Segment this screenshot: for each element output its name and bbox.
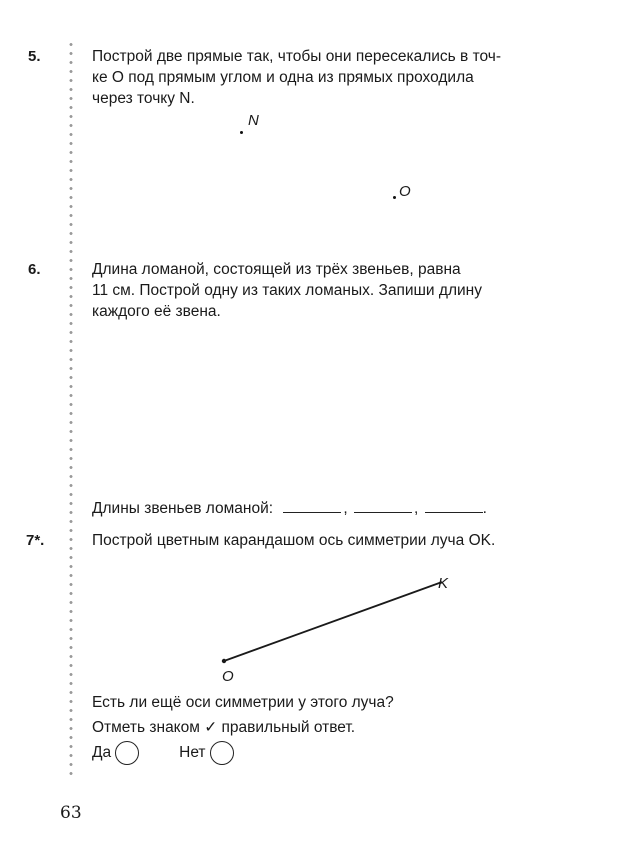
segment-1-blank[interactable] [283, 498, 341, 513]
answer-yes-circle[interactable] [115, 741, 139, 765]
margin-dotted-line [68, 40, 74, 780]
point-o-label: O [399, 183, 411, 200]
answer-yes-label: Да [92, 744, 112, 761]
task-6-number: 6. [28, 261, 41, 278]
task-7-text [92, 530, 572, 551]
task-7-instruction: Отметь знаком ✓ правильный ответ. [92, 719, 356, 736]
task-6-line-3: каждого её звена. [92, 303, 221, 320]
segment-lengths-answer: Длины звеньев ломаной: , , . [92, 500, 487, 517]
task-5-line-2: ке O под прямым углом и одна из прямых проходила [92, 69, 474, 86]
task-5-line-1: Построй две прямые так, чтобы они пересекались в точ- [92, 48, 502, 65]
point-n-dot[interactable] [240, 131, 243, 134]
ray-origin-dot [222, 659, 226, 663]
task-6-text [92, 259, 572, 322]
segment-2-blank[interactable] [354, 498, 412, 513]
task-6-line-2: 11 см. Построй одну из таких ломаных. Запиши длину [92, 282, 482, 299]
answer-no-circle[interactable] [210, 741, 234, 765]
ray-point-k-label: K [438, 575, 449, 592]
answer-no [179, 741, 233, 765]
ray-ok-drawing [210, 560, 470, 700]
ray-point-o-label: O [222, 668, 234, 685]
point-n-label: N [248, 112, 259, 129]
task-7-line-1: Построй цветным карандашом ось симметрии луча OK. [92, 532, 496, 549]
task-5-number: 5. [28, 48, 41, 65]
point-o-dot[interactable] [393, 196, 396, 199]
segment-lengths-label: Длины звеньев ломаной: [92, 500, 274, 517]
task-5-line-3: через точку N. [92, 90, 195, 107]
task-7-question: Есть ли ещё оси симметрии у этого луча? [92, 694, 394, 711]
task-5-text [92, 46, 572, 109]
page-number: 63 [60, 803, 82, 823]
answer-yes [92, 741, 139, 765]
segment-3-blank[interactable] [425, 498, 483, 513]
answer-no-label: Нет [179, 744, 206, 761]
task-6-line-1: Длина ломаной, состоящей из трёх звеньев, равна [92, 261, 461, 278]
ray-ok-line [224, 582, 442, 661]
answer-options [92, 741, 234, 765]
task-7-number: 7*. [26, 532, 45, 549]
